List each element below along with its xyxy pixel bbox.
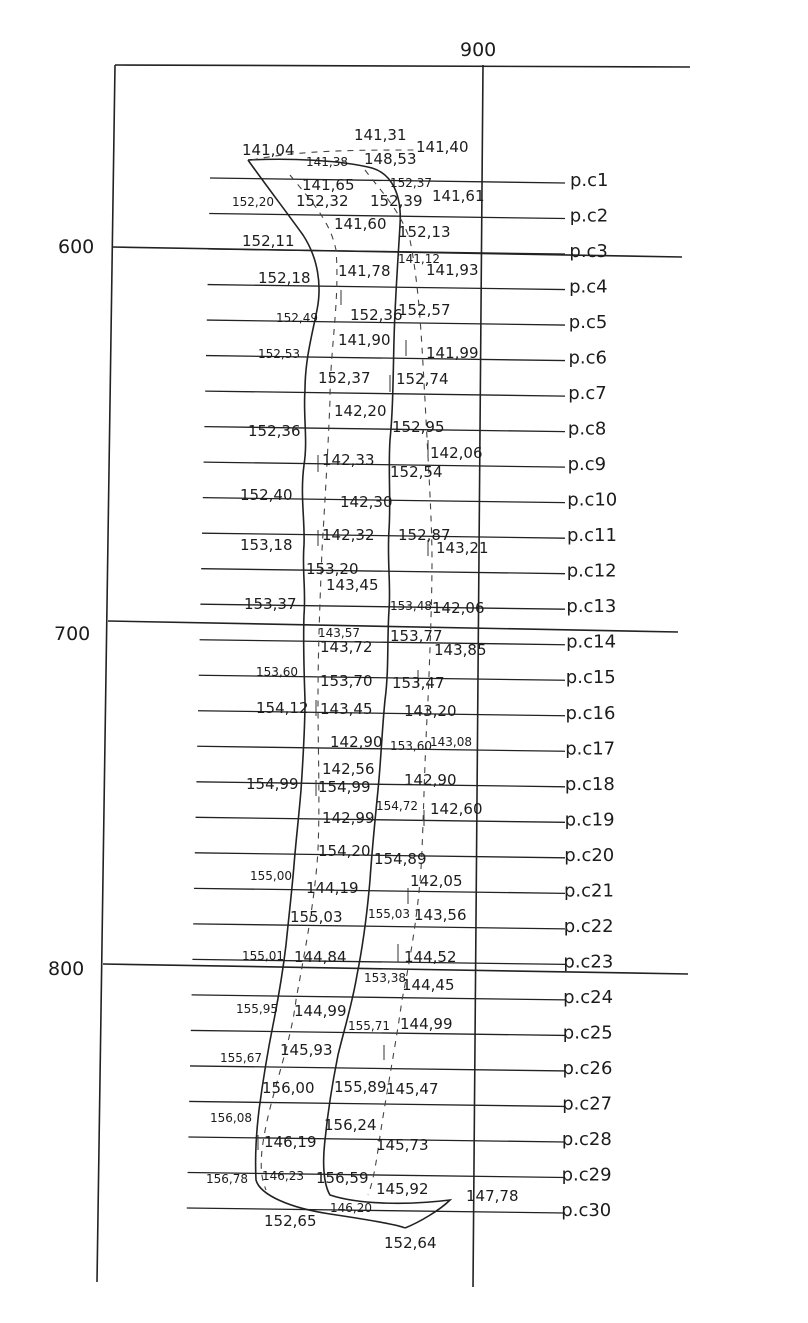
grid-label-600: 600	[58, 236, 95, 258]
profile-label: p.c3	[569, 241, 608, 263]
top-border-line	[115, 65, 690, 67]
elevation-label: 141,60	[334, 215, 387, 233]
profile-label: p.c21	[564, 880, 614, 902]
elevation-label: 152,20	[232, 195, 274, 209]
elevation-label: 152,36	[248, 422, 301, 440]
elevation-label: 156,24	[324, 1116, 377, 1134]
elevation-label: 154,99	[318, 778, 371, 796]
elevation-label: 152,13	[398, 223, 451, 241]
elevation-label: 155,71	[348, 1019, 390, 1033]
elevation-label: 141,31	[354, 126, 407, 144]
elevation-label: 146,23	[262, 1169, 304, 1183]
elevation-label: 147,78	[466, 1187, 519, 1205]
profile-label: p.c25	[562, 1022, 613, 1044]
elevation-label: 153,18	[240, 536, 293, 554]
elevation-label: 142,90	[404, 771, 457, 789]
profile-label: p.c24	[563, 986, 614, 1008]
profile-label: p.c2	[569, 205, 609, 227]
profile-label: p.c20	[564, 844, 615, 866]
elevation-label: 152,11	[242, 232, 295, 250]
profile-label: p.c18	[564, 773, 615, 795]
profile-label: p.c1	[570, 170, 609, 191]
elevation-label: 155,00	[250, 869, 292, 883]
profile-line	[199, 675, 565, 680]
elevation-label: 141,12	[398, 252, 440, 266]
elevation-label: 152,95	[392, 418, 445, 436]
elevation-label: 143,45	[320, 700, 373, 718]
profile-label: p.c26	[562, 1057, 613, 1079]
profile-label: p.c27	[562, 1093, 613, 1115]
grid-line-900	[473, 65, 483, 1287]
elevation-label: 143,56	[414, 906, 467, 924]
profile-line	[209, 214, 565, 219]
elevation-label: 143,45	[326, 576, 379, 594]
profile-line	[187, 1208, 565, 1213]
elevation-label: 152,87	[398, 526, 451, 544]
elevation-label: 152,64	[384, 1234, 437, 1252]
elevation-label: 155,89	[334, 1078, 387, 1096]
profile-label: p.c16	[565, 702, 616, 724]
profile-line	[198, 711, 565, 716]
elevation-label: 154,20	[318, 842, 371, 860]
elevation-label: 155,01	[242, 949, 284, 963]
elevation-label: 142,33	[322, 451, 375, 469]
elevation-label: 141,38	[306, 155, 348, 169]
elevation-label: 141,93	[426, 261, 479, 279]
profile-line	[189, 1101, 565, 1106]
elevation-label: 155,03	[290, 908, 343, 926]
profile-label: p.c14	[566, 631, 617, 653]
elevation-label: 145,92	[376, 1180, 429, 1198]
elevation-label: 153,70	[320, 672, 373, 690]
elevation-label: 145,93	[280, 1041, 333, 1059]
elevation-label: 152,54	[390, 463, 443, 481]
profile-line	[190, 1066, 565, 1071]
elevation-label: 153,77	[390, 627, 443, 645]
elevation-label: 154,12	[256, 699, 309, 717]
elevation-label: 155,67	[220, 1051, 262, 1065]
elevation-label: 141,78	[338, 262, 391, 280]
elevation-label: 145,73	[376, 1136, 429, 1154]
profile-line	[204, 462, 565, 467]
elevation-label: 153,60	[390, 739, 432, 753]
elevation-label: 155,03	[368, 907, 410, 921]
profile-label: p.c17	[565, 738, 616, 760]
profile-label: p.c15	[565, 667, 616, 689]
profile-label: p.c9	[567, 454, 607, 476]
profile-label: p.c4	[569, 276, 608, 298]
grid-label-900: 900	[460, 39, 497, 61]
elevation-label: 144,99	[294, 1002, 347, 1020]
elevation-label: 142,06	[432, 599, 485, 617]
profile-line	[200, 640, 565, 645]
profile-label: p.c7	[568, 383, 607, 405]
elevation-label: 152,36	[350, 306, 403, 324]
grid-label-700: 700	[54, 623, 91, 645]
elevation-label: 156,08	[210, 1111, 252, 1125]
profile-label: p.c5	[568, 312, 608, 334]
elevation-label: 141,61	[432, 187, 485, 205]
elevation-label: 152,57	[398, 301, 451, 319]
profile-label: p.c28	[561, 1128, 612, 1150]
profile-label: p.c22	[563, 915, 614, 937]
elevation-label: 152,65	[264, 1212, 317, 1230]
elevation-label: 144,99	[400, 1015, 453, 1033]
elevation-label: 141,99	[426, 344, 479, 362]
elevation-label: 156,00	[262, 1079, 315, 1097]
elevation-label: 141,04	[242, 141, 295, 159]
profile-line	[192, 995, 565, 1000]
elevation-label: 142,56	[322, 760, 375, 778]
elevation-label: 141,40	[416, 138, 469, 156]
elevation-label: 143,72	[320, 638, 373, 656]
elevation-label: 141,65	[302, 176, 355, 194]
elevation-label: 144,84	[294, 948, 347, 966]
elevation-label: 142,20	[334, 402, 387, 420]
elevation-label: 142,32	[322, 526, 375, 544]
elevation-label: 153,37	[244, 595, 297, 613]
elevation-label: 144,45	[402, 976, 455, 994]
elevation-label: 142,05	[410, 872, 463, 890]
profile-line	[193, 924, 565, 929]
elevation-label: 152,37	[390, 176, 432, 190]
elevation-label: 141,90	[338, 331, 391, 349]
profile-label: p.c13	[566, 596, 617, 618]
elevation-label: 155,95	[236, 1002, 278, 1016]
profile-label: p.c23	[563, 951, 614, 973]
elevation-label: 152,32	[296, 192, 349, 210]
elevation-label: 152,74	[396, 370, 449, 388]
elevation-label: 154,72	[376, 799, 418, 813]
elevation-label: 143,20	[404, 702, 457, 720]
profile-label: p.c10	[567, 489, 618, 511]
elevation-label: 154,89	[374, 850, 427, 868]
elevation-labels	[206, 126, 519, 1252]
elevation-label: 144,19	[306, 879, 359, 897]
elevation-label: 152,49	[276, 311, 318, 325]
profile-label: p.c12	[566, 560, 617, 582]
profile-line	[196, 817, 565, 822]
elevation-label: 153,47	[392, 674, 445, 692]
profile-line	[201, 569, 565, 574]
elevation-label: 146,19	[264, 1133, 317, 1151]
elevation-label: 143,57	[318, 626, 360, 640]
profile-label: p.c29	[561, 1164, 612, 1186]
elevation-label: 153,38	[364, 971, 406, 985]
elevation-label: 142,90	[330, 733, 383, 751]
elevation-label: 154,99	[246, 775, 299, 793]
elevation-label: 152,53	[258, 347, 300, 361]
profile-label: p.c11	[567, 525, 617, 547]
elevation-label: 153,20	[306, 560, 359, 578]
elevation-label: 142,99	[322, 809, 375, 827]
elevation-label: 143,08	[430, 735, 472, 749]
profile-line	[205, 391, 565, 396]
elevation-label: 152,39	[370, 192, 423, 210]
elevation-label: 156,59	[316, 1169, 369, 1187]
elevation-label: 143,21	[436, 539, 489, 557]
elevation-label: 152,18	[258, 269, 311, 287]
elevation-label: 153,60	[256, 665, 298, 679]
elevation-label: 142,06	[430, 444, 483, 462]
grid-label-800: 800	[48, 958, 85, 980]
profile-label: p.c8	[567, 418, 607, 440]
elevation-label: 146,20	[330, 1201, 372, 1215]
elevation-label: 152,37	[318, 369, 371, 387]
elevation-label: 156,78	[206, 1172, 248, 1186]
elevation-label: 144,52	[404, 948, 457, 966]
profile-line	[194, 888, 565, 893]
profile-label: p.c30	[561, 1200, 612, 1221]
elevation-label: 145,47	[386, 1080, 439, 1098]
elevation-label: 142,60	[430, 800, 483, 818]
elevation-label: 148,53	[364, 150, 417, 168]
profile-label: p.c6	[568, 347, 607, 369]
elevation-label: 152,40	[240, 486, 293, 504]
elevation-label: 142,30	[340, 493, 393, 511]
profile-label: p.c19	[564, 809, 615, 831]
elevation-label: 153,48	[390, 599, 432, 613]
elevation-label: 143,85	[434, 641, 487, 659]
